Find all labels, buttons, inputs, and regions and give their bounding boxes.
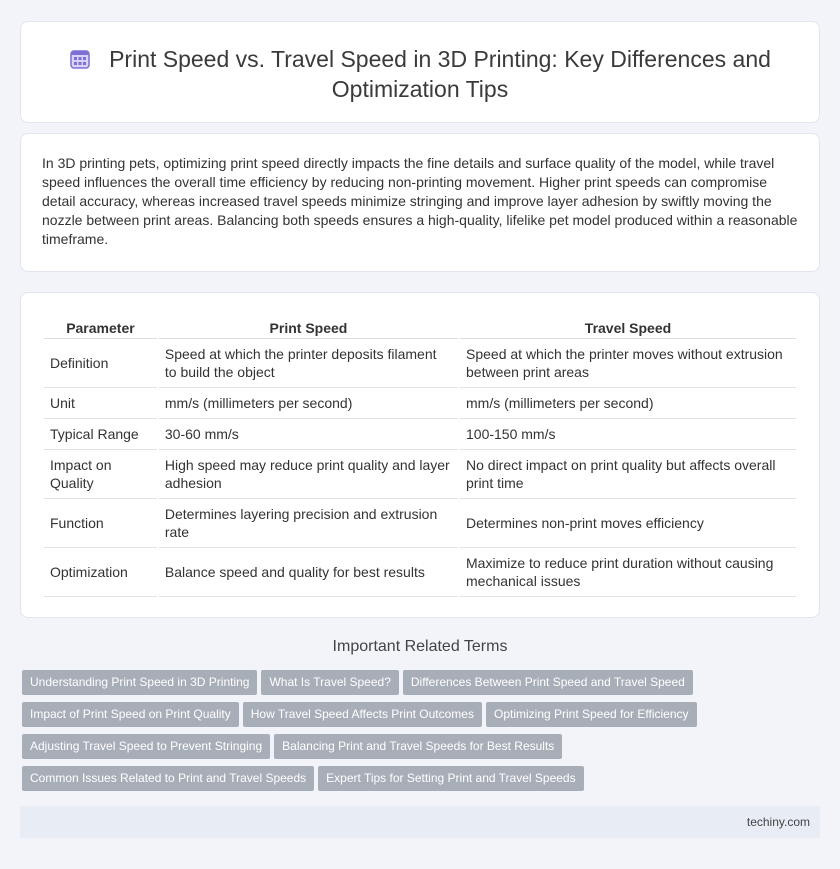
row-label: Optimization [44, 548, 157, 597]
related-term-tag[interactable]: What Is Travel Speed? [261, 670, 398, 695]
table-row [44, 450, 796, 499]
travel-speed-cell: Determines non-print moves efficiency [460, 499, 796, 548]
table-row [44, 388, 796, 419]
intro-card [20, 133, 820, 272]
related-term-tag[interactable]: How Travel Speed Affects Print Outcomes [243, 702, 482, 727]
page-title: Print Speed vs. Travel Speed in 3D Printing: Key Differences and Optimization Tips [109, 46, 771, 102]
print-speed-cell: High speed may reduce print quality and layer adhesion [159, 450, 458, 499]
related-terms-list [22, 670, 812, 798]
header-travel-speed: Travel Speed [460, 313, 796, 339]
print-speed-cell: Determines layering precision and extrusion rate [159, 499, 458, 548]
table-row [44, 419, 796, 450]
header-card [20, 21, 820, 123]
comparison-card [20, 292, 820, 618]
page-title-wrap [21, 44, 819, 104]
related-term-tag[interactable]: Common Issues Related to Print and Travel Speeds [22, 766, 314, 791]
header-parameter: Parameter [44, 313, 157, 339]
related-term-tag[interactable]: Balancing Print and Travel Speeds for Best Results [274, 734, 562, 759]
row-label: Definition [44, 339, 157, 388]
travel-speed-cell: 100-150 mm/s [460, 419, 796, 450]
related-terms-title: Important Related Terms [332, 638, 508, 655]
related-term-tag[interactable]: Understanding Print Speed in 3D Printing [22, 670, 257, 695]
travel-speed-cell: No direct impact on print quality but affects overall print time [460, 450, 796, 499]
print-speed-cell: Speed at which the printer deposits filament to build the object [159, 339, 458, 388]
related-term-tag[interactable]: Impact of Print Speed on Print Quality [22, 702, 239, 727]
row-label: Impact on Quality [44, 450, 157, 499]
intro-paragraph: In 3D printing pets, optimizing print speed directly impacts the fine details and surface quality of the model, while travel speed influences the overall time efficiency by reducing non-printing movement. Higher print speeds can compromise detail accuracy, whereas increased travel speeds minimize stringing and improve layer adhesion by swiftly moving the nozzle between print areas. Balancing both speeds ensures a high-quality, lifelike pet model produced within a reasonable timeframe. [42, 155, 798, 247]
travel-speed-cell: mm/s (millimeters per second) [460, 388, 796, 419]
footer-site-link[interactable]: techiny.com [746, 815, 810, 829]
related-term-tag[interactable]: Differences Between Print Speed and Travel Speed [403, 670, 693, 695]
header-print-speed: Print Speed [159, 313, 458, 339]
table-row [44, 548, 796, 597]
comparison-table [42, 313, 798, 597]
related-term-tag[interactable]: Adjusting Travel Speed to Prevent Stringing [22, 734, 270, 759]
travel-speed-cell: Maximize to reduce print duration without causing mechanical issues [460, 548, 796, 597]
table-row [44, 339, 796, 388]
row-label: Unit [44, 388, 157, 419]
table-header-row [44, 313, 796, 339]
print-speed-cell: Balance speed and quality for best results [159, 548, 458, 597]
row-label: Function [44, 499, 157, 548]
footer-bar [20, 806, 820, 838]
row-label: Typical Range [44, 419, 157, 450]
related-term-tag[interactable]: Optimizing Print Speed for Efficiency [486, 702, 697, 727]
print-speed-cell: mm/s (millimeters per second) [159, 388, 458, 419]
print-speed-cell: 30-60 mm/s [159, 419, 458, 450]
travel-speed-cell: Speed at which the printer moves without extrusion between print areas [460, 339, 796, 388]
related-term-tag[interactable]: Expert Tips for Setting Print and Travel Speeds [318, 766, 583, 791]
table-row [44, 499, 796, 548]
calendar-grid-icon [69, 47, 91, 69]
